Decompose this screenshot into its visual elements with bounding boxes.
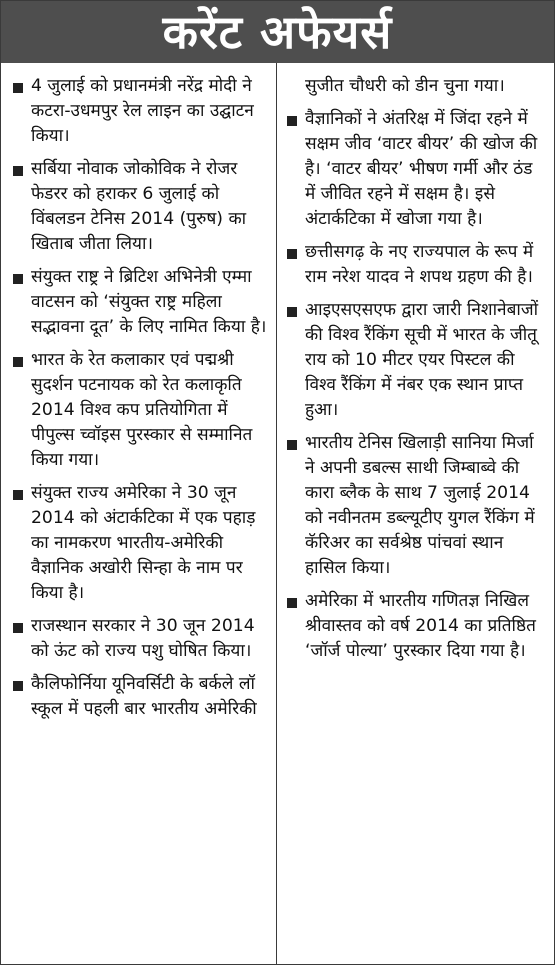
news-item [11,348,268,473]
square-bullet-icon [13,83,23,93]
news-item-text: आइएसएसएफ द्वारा जारी निशानेबाजों की विश्व रैंकिंग सूची में भारत के जीतू राय को 10 मीटर एयर पिस्टल की विश्व रैंकिंग में नंबर एक स्थान प्राप्त हुआ। [305,300,539,420]
square-bullet-icon [287,307,297,317]
square-bullet-icon [287,598,297,608]
page-title: करेंट अफेयर्स [162,5,393,59]
news-item [11,157,268,257]
news-item-text: अमेरिका में भारतीय गणितज्ञ निखिल श्रीवास्तव को वर्ष 2014 का प्रतिष्ठित ‘जॉर्ज पोल्या’ पुरस्कार दिया गया है। [305,591,536,661]
news-item [11,74,268,149]
square-bullet-icon [13,623,23,633]
news-item-text: छत्तीसगढ़ के नए राज्यपाल के रूप में राम नरेश यादव ने शपथ ग्रहण की है। [305,242,534,287]
news-item [11,265,268,340]
news-item [285,240,546,290]
square-bullet-icon [13,490,23,500]
news-item-text: सर्बिया नोवाक जोकोविक ने रोजर फेडरर को हराकर 6 जुलाई को विंबलडन टेनिस 2014 (पुरुष) का खिताब जीता लिया। [31,159,247,254]
square-bullet-icon [287,116,297,126]
news-columns [1,63,554,964]
square-bullet-icon [13,681,23,691]
news-item [11,672,268,722]
title-banner [1,1,554,63]
news-item-text: कैलिफोर्निया यूनिवर्सिटी के बर्कले लॉ स्कूल में पहली बार भारतीय अमेरिकी [31,674,257,719]
news-item [285,431,546,581]
news-item-text: भारत के रेत कलाकार एवं पद्मश्री सुदर्शन पटनायक को रेत कलाकृति 2014 विश्व कप प्रतियोगिता में पीपुल्स च्वॉइस पुरस्कार से सम्मानित किया गया। [31,350,253,470]
news-item-text: संयुक्त राष्ट्र ने ब्रिटिश अभिनेत्री एम्मा वाटसन को ‘संयुक्त राष्ट्र महिला सद्भावना दूत’ के लिए नामित किया है। [31,267,267,337]
news-item [285,298,546,423]
square-bullet-icon [13,357,23,367]
news-item-text: राजस्थान सरकार ने 30 जून 2014 को ऊंट को राज्य पशु घोषित किया। [31,616,255,661]
square-bullet-icon [287,249,297,259]
news-item [11,614,268,664]
news-item [11,481,268,606]
news-item [285,589,546,664]
news-item-text: वैज्ञानिकों ने अंतरिक्ष में जिंदा रहने में सक्षम जीव ‘वाटर बीयर’ की खोज की है। ‘वाटर बीयर’ भीषण गर्मी और ठंड में जीवित रहने में सक्षम है। इसे अंटार्कटिका में खोजा गया है। [305,109,538,229]
news-item-text: भारतीय टेनिस खिलाड़ी सानिया मिर्जा ने अपनी डबल्स साथी जिम्बाब्वे की कारा ब्लैक के साथ 7 जुलाई 2014 को नवीनतम डब्ल्यूटीए युगल रैंकिंग में कॅरिअर का सर्वश्रेष्ठ पांचवां स्थान हासिल किया। [305,433,535,578]
square-bullet-icon [13,166,23,176]
right-column [277,63,554,964]
square-bullet-icon [287,440,297,450]
news-item-continuation: सुजीत चौधरी को डीन चुना गया। [305,76,505,96]
news-item-text: संयुक्त राज्य अमेरिका ने 30 जून 2014 को अंटार्कटिका में एक पहाड़ का नामकरण भारतीय-अमेरिकी वैज्ञानिक अखोरी सिन्हा के नाम पर किया है। [31,483,256,603]
left-column [1,63,277,964]
news-item [285,107,546,232]
square-bullet-icon [13,274,23,284]
news-item-text: 4 जुलाई को प्रधानमंत्री नरेंद्र मोदी ने कटरा-उधमपुर रेल लाइन का उद्घाटन किया। [31,76,254,146]
